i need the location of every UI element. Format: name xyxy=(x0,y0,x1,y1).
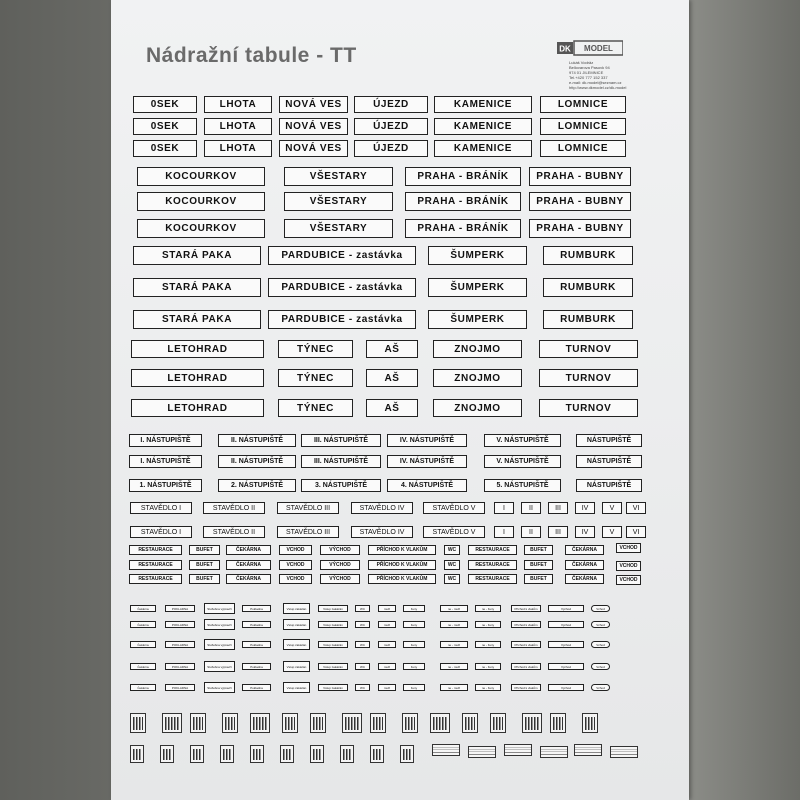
timetable-frame-icon xyxy=(400,745,414,763)
station-sign: STAVĚDLO II xyxy=(203,502,265,514)
timetable-frame-icon xyxy=(160,745,174,763)
station-sign: VÝCHOD xyxy=(320,560,360,570)
station-sign: BUFET xyxy=(189,545,220,555)
station-sign: Východ xyxy=(548,621,584,628)
station-sign: I xyxy=(494,526,514,538)
timetable-frame-icon xyxy=(250,713,270,733)
timetable-frame-icon xyxy=(402,713,418,733)
timetable-frame-icon xyxy=(220,745,234,763)
station-sign: KAMENICE xyxy=(434,140,532,157)
station-sign: NOVÁ VES xyxy=(279,118,348,135)
station-sign: AŠ xyxy=(366,369,418,387)
station-sign: Služebna výpravčí xyxy=(204,603,235,614)
timetable-frame-icon xyxy=(550,713,566,733)
timetable-frame-icon xyxy=(582,713,598,733)
station-sign: LHOTA xyxy=(204,140,272,157)
station-sign: TÝNEC xyxy=(278,340,353,358)
timetable-frame-icon xyxy=(462,713,478,733)
station-sign: ČEKÁRNA xyxy=(565,560,604,570)
station-sign: Příchod k vlakům xyxy=(511,621,541,628)
station-sign: III xyxy=(548,502,568,514)
station-sign: PARDUBICE - zastávka xyxy=(268,310,416,329)
timetable-frame-icon xyxy=(190,713,206,733)
timetable-frame-icon xyxy=(522,713,542,733)
station-sign: STARÁ PAKA xyxy=(133,278,261,297)
station-sign: TURNOV xyxy=(539,369,638,387)
station-sign: 0SEK xyxy=(133,140,197,157)
station-sign: LOMNICE xyxy=(540,96,626,113)
station-sign: RESTAURACE xyxy=(468,574,517,584)
station-sign: WC xyxy=(355,663,370,670)
station-sign: STARÁ PAKA xyxy=(133,310,261,329)
station-sign: ÚJEZD xyxy=(354,96,428,113)
station-sign: AŠ xyxy=(366,399,418,417)
station-sign: Východ xyxy=(548,605,584,612)
station-sign: RUMBURK xyxy=(543,246,633,265)
address-line: Bellovarova Pasovk 94 xyxy=(569,65,610,70)
station-sign: IV. NÁSTUPIŠTĚ xyxy=(387,455,467,468)
station-sign: NÁSTUPIŠTĚ xyxy=(576,455,642,468)
station-sign: VCHOD xyxy=(616,543,641,553)
station-sign: WC xyxy=(355,605,370,612)
station-sign: ŠUMPERK xyxy=(428,278,527,297)
station-sign: WC xyxy=(444,545,460,555)
station-sign: Příchod k vlakům xyxy=(511,641,541,648)
station-sign: Pokladna xyxy=(242,621,271,628)
station-sign: ne - muži xyxy=(440,641,468,648)
station-sign: muži xyxy=(378,641,396,648)
station-sign: 2. NÁSTUPIŠTĚ xyxy=(218,479,296,492)
station-sign: 4. NÁSTUPIŠTĚ xyxy=(387,479,467,492)
station-sign: ne - ženy xyxy=(475,621,501,628)
station-sign: RESTAURACE xyxy=(468,560,517,570)
station-sign: IV. NÁSTUPIŠTĚ xyxy=(387,434,467,447)
station-sign: V. NÁSTUPIŠTĚ xyxy=(484,434,561,447)
station-sign: Čekárna xyxy=(130,621,156,628)
station-sign: PARDUBICE - zastávka xyxy=(268,246,416,265)
station-sign: RESTAURACE xyxy=(468,545,517,555)
station-sign: RUMBURK xyxy=(543,278,633,297)
dk-model-logo-icon xyxy=(557,38,623,58)
sheet-title: Nádražní tabule - TT xyxy=(146,44,357,67)
address-line: http://www.dkmodel.cz/dk-model xyxy=(569,85,627,90)
station-sign: NOVÁ VES xyxy=(279,96,348,113)
station-sign: muži xyxy=(378,663,396,670)
station-sign: Východ xyxy=(548,641,584,648)
station-sign: PRAHA - BRÁNÍK xyxy=(405,167,521,186)
station-sign: Služebna výpravčí xyxy=(204,661,235,672)
station-sign: ženy xyxy=(403,605,425,612)
station-sign: ne - ženy xyxy=(475,663,501,670)
station-sign: POKLADNA xyxy=(165,684,195,691)
station-sign: RESTAURACE xyxy=(129,560,182,570)
station-sign: I. NÁSTUPIŠTĚ xyxy=(129,455,202,468)
station-sign: Příchod k vlakům xyxy=(511,684,541,691)
station-sign: VCHOD xyxy=(279,560,312,570)
station-sign: II xyxy=(521,526,541,538)
station-sign: ne - muži xyxy=(440,663,468,670)
station-sign: Pokladna xyxy=(242,641,271,648)
station-sign: LOMNICE xyxy=(540,118,626,135)
station-sign: PRAHA - BUBNY xyxy=(529,192,631,211)
station-sign: Vstup zakázán xyxy=(283,603,310,614)
station-sign: PRAHA - BUBNY xyxy=(529,167,631,186)
station-sign: VŠESTARY xyxy=(284,219,393,238)
station-sign: POKLADNA xyxy=(165,663,195,670)
station-sign: ZNOJMO xyxy=(433,340,522,358)
timetable-frame-icon xyxy=(342,713,362,733)
station-sign: PARDUBICE - zastávka xyxy=(268,278,416,297)
station-sign: STAVĚDLO III xyxy=(277,502,339,514)
station-sign: PŘÍCHOD K VLAKŮM xyxy=(368,574,436,584)
station-sign: Pokladna xyxy=(242,663,271,670)
station-sign: Vchod xyxy=(591,641,610,648)
station-sign: Vstup zakázán xyxy=(318,684,348,691)
station-sign: 0SEK xyxy=(133,118,197,135)
station-sign: VCHOD xyxy=(279,574,312,584)
station-sign: VI xyxy=(626,502,646,514)
station-sign: Vstup zakázán xyxy=(318,641,348,648)
station-sign: muži xyxy=(378,605,396,612)
station-sign: ženy xyxy=(403,684,425,691)
station-sign: II. NÁSTUPIŠTĚ xyxy=(218,455,296,468)
station-sign: Vstup zakázán xyxy=(318,621,348,628)
station-sign: 0SEK xyxy=(133,96,197,113)
station-sign: Čekárna xyxy=(130,605,156,612)
station-sign: VŠESTARY xyxy=(284,167,393,186)
station-sign: Příchod k vlakům xyxy=(511,605,541,612)
timetable-frame-icon xyxy=(222,713,238,733)
address-line: Lukáš Vodrǎz xyxy=(569,60,594,65)
timetable-frame-icon xyxy=(310,745,324,763)
station-sign: POKLADNA xyxy=(165,605,195,612)
station-sign: ne - muži xyxy=(440,684,468,691)
station-sign: TURNOV xyxy=(539,340,638,358)
station-sign: RUMBURK xyxy=(543,310,633,329)
station-sign: BUFET xyxy=(189,574,220,584)
station-sign: RESTAURACE xyxy=(129,545,182,555)
station-sign: KOCOURKOV xyxy=(137,219,265,238)
station-sign: ZNOJMO xyxy=(433,369,522,387)
station-sign: I. NÁSTUPIŠTĚ xyxy=(129,434,202,447)
station-sign: NÁSTUPIŠTĚ xyxy=(576,479,642,492)
station-sign: Čekárna xyxy=(130,641,156,648)
station-sign: VÝCHOD xyxy=(320,574,360,584)
station-sign: muži xyxy=(378,684,396,691)
station-sign: ČEKÁRNA xyxy=(226,574,271,584)
station-sign: Pokladna xyxy=(242,684,271,691)
station-sign: V. NÁSTUPIŠTĚ xyxy=(484,455,561,468)
small-label-icon xyxy=(468,746,496,758)
station-sign: Vstup zakázán xyxy=(318,663,348,670)
station-sign: Služebna výpravčí xyxy=(204,682,235,693)
station-sign: ČEKÁRNA xyxy=(565,545,604,555)
station-sign: NÁSTUPIŠTĚ xyxy=(576,434,642,447)
address-line: e-mail: dk.model@seznam.cz xyxy=(569,80,622,85)
station-sign: Služebna výpravčí xyxy=(204,619,235,630)
station-sign: ZNOJMO xyxy=(433,399,522,417)
station-sign: ne - ženy xyxy=(475,605,501,612)
station-sign: Vchod xyxy=(591,684,610,691)
timetable-frame-icon xyxy=(190,745,204,763)
station-sign: KAMENICE xyxy=(434,118,532,135)
station-sign: LETOHRAD xyxy=(131,340,264,358)
address-line: Tel.+420 777 152 337 xyxy=(569,75,608,80)
timetable-frame-icon xyxy=(130,713,146,733)
station-sign: NOVÁ VES xyxy=(279,140,348,157)
station-sign: AŠ xyxy=(366,340,418,358)
station-sign: STAVĚDLO III xyxy=(277,526,339,538)
station-sign: V xyxy=(602,502,622,514)
station-sign: WC xyxy=(355,641,370,648)
station-sign: STAVĚDLO V xyxy=(423,502,485,514)
station-sign: Vstup zakázán xyxy=(318,605,348,612)
station-sign: LETOHRAD xyxy=(131,399,264,417)
station-sign: PŘÍCHOD K VLAKŮM xyxy=(368,545,436,555)
station-sign: KOCOURKOV xyxy=(137,167,265,186)
station-sign: TÝNEC xyxy=(278,399,353,417)
station-sign: KAMENICE xyxy=(434,96,532,113)
station-sign: STARÁ PAKA xyxy=(133,246,261,265)
station-sign: LHOTA xyxy=(204,118,272,135)
station-sign: IV xyxy=(575,526,595,538)
station-sign: Vchod xyxy=(591,605,610,612)
station-sign: BUFET xyxy=(189,560,220,570)
station-sign: WC xyxy=(355,684,370,691)
station-sign: ženy xyxy=(403,663,425,670)
timetable-frame-icon xyxy=(340,745,354,763)
station-sign: ženy xyxy=(403,641,425,648)
station-sign: III. NÁSTUPIŠTĚ xyxy=(301,455,381,468)
station-sign: ČEKÁRNA xyxy=(565,574,604,584)
station-sign: VCHOD xyxy=(616,561,641,571)
timetable-frame-icon xyxy=(130,745,144,763)
station-sign: Čekárna xyxy=(130,663,156,670)
station-sign: I xyxy=(494,502,514,514)
table-edge xyxy=(686,0,800,800)
station-sign: PŘÍCHOD K VLAKŮM xyxy=(368,560,436,570)
station-sign: STAVĚDLO IV xyxy=(351,526,413,538)
station-sign: WC xyxy=(444,560,460,570)
station-sign: 3. NÁSTUPIŠTĚ xyxy=(301,479,381,492)
station-sign: PRAHA - BUBNY xyxy=(529,219,631,238)
station-sign: BUFET xyxy=(524,560,553,570)
timetable-frame-icon xyxy=(162,713,182,733)
station-sign: BUFET xyxy=(524,545,553,555)
timetable-frame-icon xyxy=(250,745,264,763)
address-line: 974 01 JILEMNICE xyxy=(569,70,604,75)
station-sign: STAVĚDLO II xyxy=(203,526,265,538)
station-sign: V xyxy=(602,526,622,538)
station-sign: Vstup zakázán xyxy=(283,639,310,650)
station-sign: muži xyxy=(378,621,396,628)
small-label-icon xyxy=(432,744,460,756)
station-sign: LETOHRAD xyxy=(131,369,264,387)
station-sign: 1. NÁSTUPIŠTĚ xyxy=(129,479,202,492)
station-sign: VCHOD xyxy=(616,575,641,585)
station-sign: STAVĚDLO I xyxy=(130,526,192,538)
station-sign: Vchod xyxy=(591,663,610,670)
small-label-icon xyxy=(574,744,602,756)
station-sign: Čekárna xyxy=(130,684,156,691)
timetable-frame-icon xyxy=(370,713,386,733)
station-sign: LOMNICE xyxy=(540,140,626,157)
logo-left-text: DK xyxy=(559,44,571,54)
timetable-frame-icon xyxy=(280,745,294,763)
timetable-frame-icon xyxy=(310,713,326,733)
station-sign: TURNOV xyxy=(539,399,638,417)
station-sign: ŠUMPERK xyxy=(428,246,527,265)
station-sign: II xyxy=(521,502,541,514)
station-sign: ČEKÁRNA xyxy=(226,545,271,555)
station-sign: VI xyxy=(626,526,646,538)
station-sign: Vstup zakázán xyxy=(283,661,310,672)
station-sign: STAVĚDLO V xyxy=(423,526,485,538)
station-sign: ÚJEZD xyxy=(354,140,428,157)
station-sign: STAVĚDLO IV xyxy=(351,502,413,514)
logo-right-text: MODEL xyxy=(584,44,613,53)
station-sign: POKLADNA xyxy=(165,641,195,648)
station-sign: PRAHA - BRÁNÍK xyxy=(405,192,521,211)
station-sign: POKLADNA xyxy=(165,621,195,628)
station-sign: ne - ženy xyxy=(475,641,501,648)
contact-address xyxy=(569,60,679,90)
station-sign: WC xyxy=(355,621,370,628)
station-sign: WC xyxy=(444,574,460,584)
small-label-icon xyxy=(540,746,568,758)
station-sign: Příchod k vlakům xyxy=(511,663,541,670)
station-sign: ČEKÁRNA xyxy=(226,560,271,570)
station-sign: Východ xyxy=(548,663,584,670)
station-sign: Vstup zakázán xyxy=(283,682,310,693)
station-sign: ne - muži xyxy=(440,605,468,612)
station-sign: PRAHA - BRÁNÍK xyxy=(405,219,521,238)
station-sign: RESTAURACE xyxy=(129,574,182,584)
station-sign: II. NÁSTUPIŠTĚ xyxy=(218,434,296,447)
station-sign: ŠUMPERK xyxy=(428,310,527,329)
station-sign: ne - muži xyxy=(440,621,468,628)
station-sign: Vstup zakázán xyxy=(283,619,310,630)
station-sign: ÚJEZD xyxy=(354,118,428,135)
timetable-frame-icon xyxy=(490,713,506,733)
station-sign: Vchod xyxy=(591,621,610,628)
small-label-icon xyxy=(610,746,638,758)
station-sign: III xyxy=(548,526,568,538)
station-sign: III. NÁSTUPIŠTĚ xyxy=(301,434,381,447)
station-sign: LHOTA xyxy=(204,96,272,113)
timetable-frame-icon xyxy=(282,713,298,733)
station-sign: Služebna výpravčí xyxy=(204,639,235,650)
station-sign: Východ xyxy=(548,684,584,691)
station-sign: VCHOD xyxy=(279,545,312,555)
station-sign: Pokladna xyxy=(242,605,271,612)
timetable-frame-icon xyxy=(370,745,384,763)
station-sign: STAVĚDLO I xyxy=(130,502,192,514)
station-sign: TÝNEC xyxy=(278,369,353,387)
timetable-frame-icon xyxy=(430,713,450,733)
station-sign: BUFET xyxy=(524,574,553,584)
station-sign: KOCOURKOV xyxy=(137,192,265,211)
small-label-icon xyxy=(504,744,532,756)
station-sign: ženy xyxy=(403,621,425,628)
station-sign: ne - ženy xyxy=(475,684,501,691)
station-sign: VÝCHOD xyxy=(320,545,360,555)
station-sign: VŠESTARY xyxy=(284,192,393,211)
station-sign: 5. NÁSTUPIŠTĚ xyxy=(484,479,561,492)
station-sign: IV xyxy=(575,502,595,514)
